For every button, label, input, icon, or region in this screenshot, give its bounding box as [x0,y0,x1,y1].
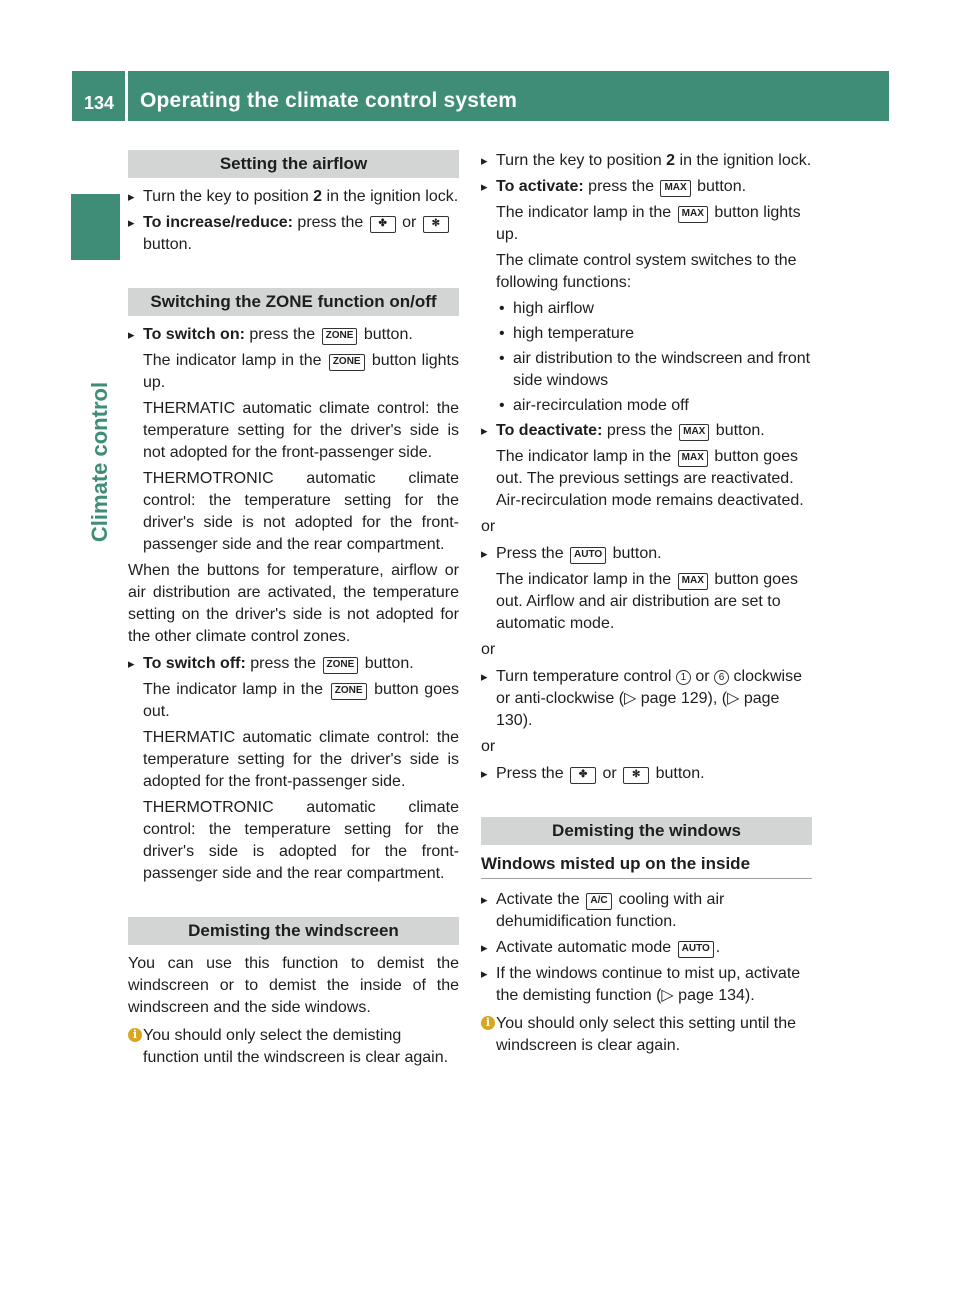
function-item: • air distribution to the windscreen and front side windows [481,348,812,392]
windows-info: i You should only select this setting until the windscreen is clear again. [481,1013,812,1057]
demist-paragraph: You can use this function to demist the windscreen or to demist the inside of the windscreen and the side windows. [128,955,459,1016]
auto-step: ▸ Press the AUTO button. The indicator lamp in the MAX button goes out. Airflow and air distribution are set to automatic mode. [481,543,812,635]
windows-step-1: ▸ Activate the A/C cooling with air dehumidification function. [481,889,812,933]
windows-subheading: Windows misted up on the inside [481,853,812,879]
max-defrost-icon: MAX [678,450,708,467]
or-text: or [481,641,496,658]
windows-step-3: ▸ If the windows continue to mist up, activate the demisting function (▷ page 134). [481,963,812,1007]
right-column [481,150,812,1063]
zone-icon: ZONE [323,657,359,674]
defrost-step-1: ▸ Turn the key to position 2 in the ignition lock. [481,150,812,172]
zone-heading: Switching the ZONE function on/off [128,288,459,316]
max-defrost-icon: MAX [678,206,708,223]
auto-icon: AUTO [678,941,714,958]
header-bar [72,71,889,121]
left-column [128,150,459,1075]
function-item: • high airflow [481,298,812,320]
fan-down-icon: ✻ [623,767,649,784]
zone-icon: ZONE [322,328,358,345]
max-defrost-icon: MAX [660,180,690,197]
activate-step: ▸ To activate: press the MAX button. The indicator lamp in the MAX button lights up. The climate control system switches to the following functions: [481,176,812,294]
number-1-icon: 1 [676,670,691,685]
auto-icon: AUTO [570,547,606,564]
airflow-step-2: ▸ To increase/reduce: press the ✤ or ✻ button. [128,212,459,256]
header-separator [125,71,128,121]
function-item: • high temperature [481,323,812,345]
airflow-step-1: ▸ Turn the key to position 2 in the ignition lock. [128,186,459,208]
fan-step: ▸ Press the ✤ or ✻ button. [481,763,812,785]
max-defrost-icon: MAX [678,573,708,590]
number-6-icon: 6 [714,670,729,685]
demist-heading: Demisting the windscreen [128,917,459,945]
windows-step-2: ▸ Activate automatic mode AUTO . [481,937,812,959]
side-tab [71,194,120,260]
or-text: or [481,738,496,755]
zone-icon: ZONE [329,354,365,371]
fan-up-icon: ✤ [370,216,396,233]
info-icon: i [128,1028,142,1042]
airflow-heading: Setting the airflow [128,150,459,178]
fan-up-icon: ✤ [570,767,596,784]
zone-off-step: ▸ To switch off: press the ZONE button. The indicator lamp in the ZONE button goes out. THERMATIC automatic climate control: the temperature setting for the driver's side is adopted for the front-passenger side. THERMOTRONIC automatic climate control: the temperature setting for the driver's side is adopted for the front-passenger side and the rear compartment. [128,653,459,885]
page-title: Operating the climate control system [140,89,518,112]
zone-icon: ZONE [331,683,367,700]
or-text: or [481,518,496,535]
windows-heading: Demisting the windows [481,817,812,845]
page-number: 134 [84,93,115,113]
ac-icon: A/C [586,893,612,910]
side-label: Climate control [87,381,112,543]
deactivate-step: ▸ To deactivate: press the MAX button. The indicator lamp in the MAX button goes out. The previous settings are reactivated. Air-recirculation mode remains deactivated. [481,420,812,512]
max-defrost-icon: MAX [679,424,709,441]
zone-on-step: ▸ To switch on: press the ZONE button. The indicator lamp in the ZONE button lights up. THERMATIC automatic climate control: the temperature setting for the driver's side is not adopted for the front-passenger side. THERMOTRONIC automatic climate control: the temperature setting for the driver's side is not adopted for the front-passenger side and the rear compartment. [128,324,459,556]
demist-info: i You should only select the demisting function until the windscreen is clear again. [128,1025,459,1069]
temp-step: ▸ Turn temperature control 1 or 6 clockwise or anti-clockwise (▷ page 129), (▷ page 130). [481,666,812,732]
function-item: • air-recirculation mode off [481,395,812,417]
zone-paragraph: When the buttons for temperature, airflow or air distribution are activated, the temperature setting on the driver's side is not adopted for the other climate control zones. [128,562,459,645]
fan-down-icon: ✻ [423,216,449,233]
info-icon: i [481,1016,495,1030]
